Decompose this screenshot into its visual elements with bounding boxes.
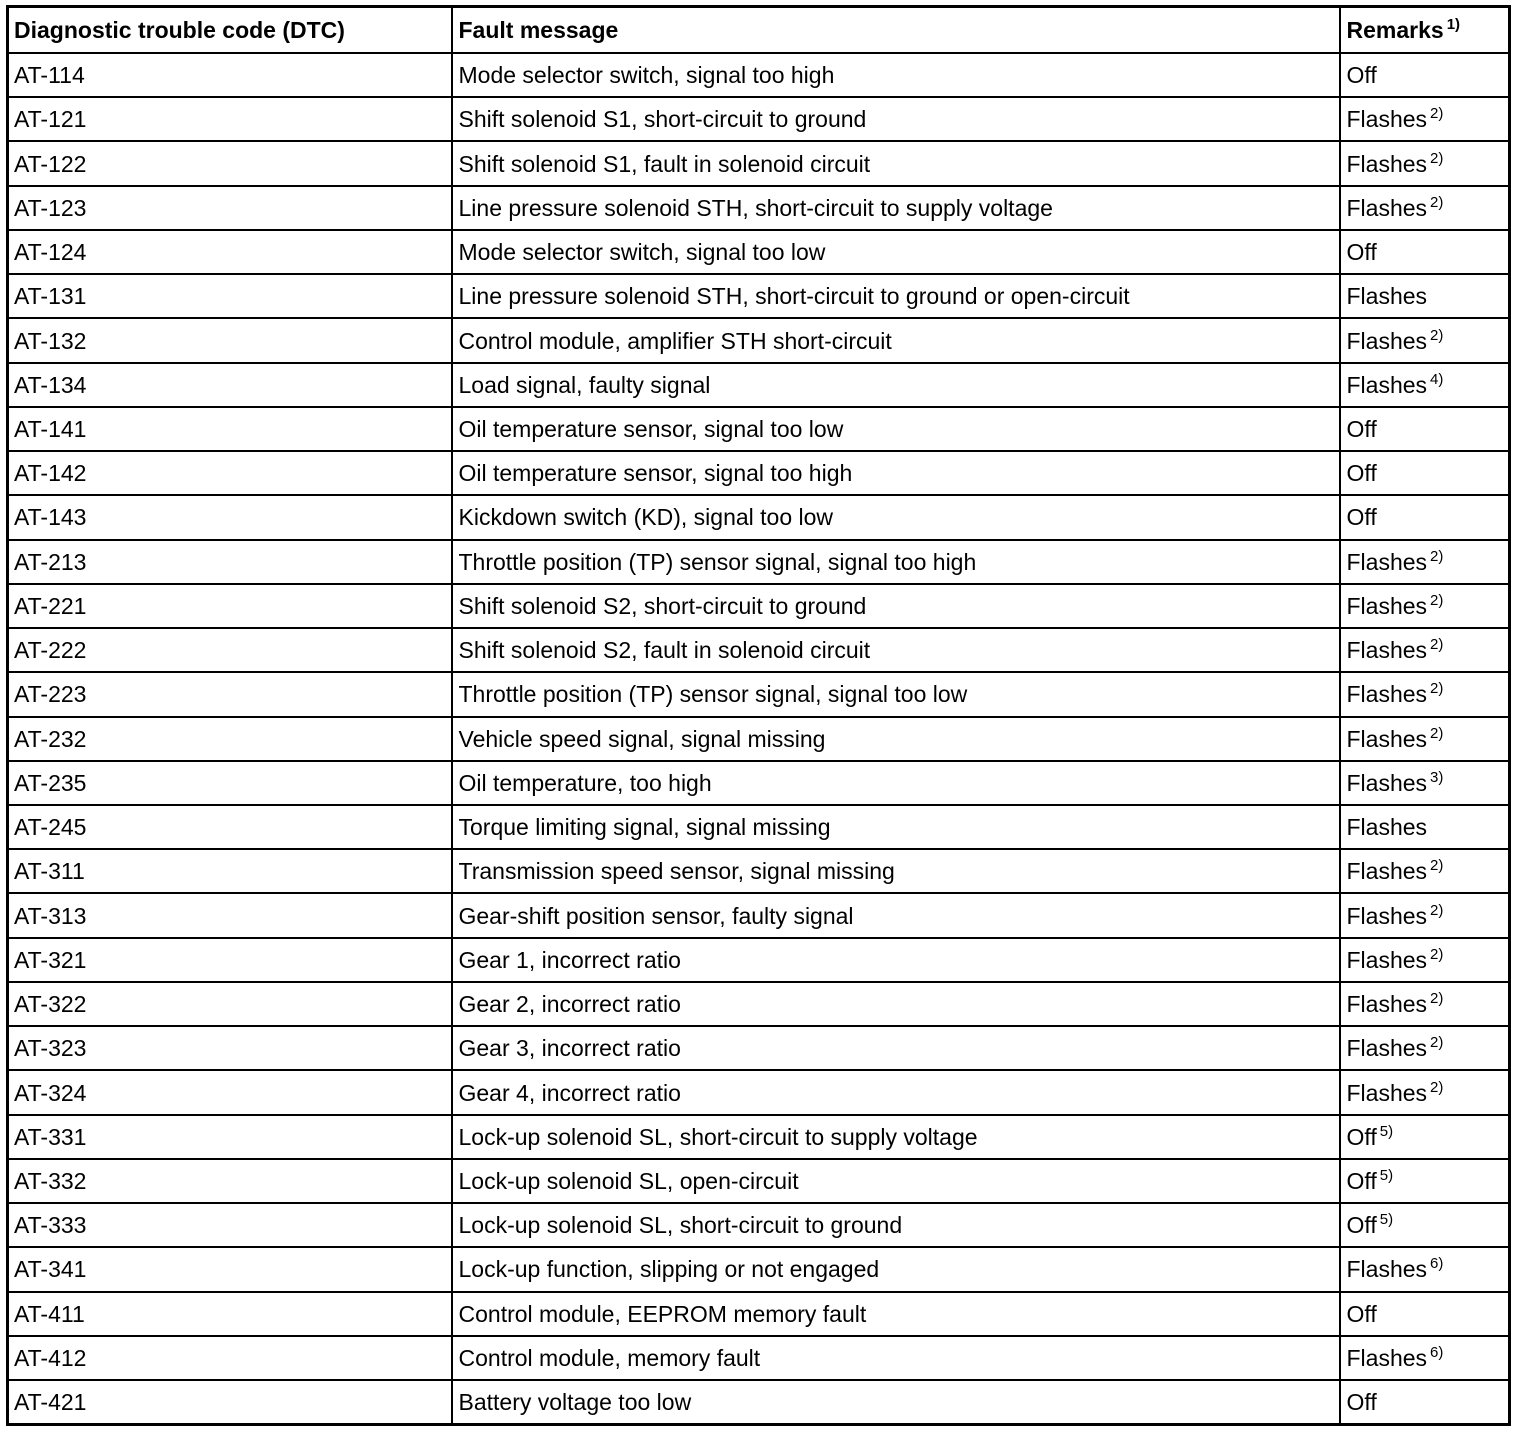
dtc-code-cell: AT-222 — [8, 628, 452, 672]
remark-text: Off — [1346, 1123, 1377, 1150]
table-row — [8, 274, 1510, 318]
dtc-code-cell: AT-124 — [8, 230, 452, 274]
remarks-cell — [1340, 1292, 1510, 1336]
table-header — [8, 7, 1510, 54]
table-body — [8, 53, 1510, 1425]
header-row — [8, 7, 1510, 54]
dtc-code-cell: AT-245 — [8, 805, 452, 849]
remarks-cell — [1340, 1380, 1510, 1424]
remarks-cell — [1340, 938, 1510, 982]
fault-message-cell: Lock-up function, slipping or not engaged — [452, 1247, 1340, 1291]
remarks-cell — [1340, 53, 1510, 97]
table-row — [8, 186, 1510, 230]
header-remarks-label: Remarks — [1346, 17, 1444, 43]
dtc-code-cell: AT-324 — [8, 1070, 452, 1114]
remark-footnote: 2) — [1430, 547, 1444, 565]
remark-text: Flashes — [1346, 371, 1428, 398]
table-row — [8, 1026, 1510, 1070]
fault-message-cell: Throttle position (TP) sensor signal, signal too low — [452, 672, 1340, 716]
table-row — [8, 1247, 1510, 1291]
table-row — [8, 893, 1510, 937]
dtc-code-cell: AT-321 — [8, 938, 452, 982]
remark-text: Flashes — [1346, 946, 1428, 973]
dtc-code-cell: AT-131 — [8, 274, 452, 318]
remark-text: Flashes — [1346, 1256, 1428, 1283]
remark-text: Flashes — [1346, 150, 1428, 177]
remarks-cell — [1340, 363, 1510, 407]
remarks-cell — [1340, 451, 1510, 495]
remark-footnote: 2) — [1430, 193, 1444, 211]
table-row — [8, 1336, 1510, 1380]
table-row — [8, 1070, 1510, 1114]
remarks-cell — [1340, 849, 1510, 893]
dtc-code-cell: AT-221 — [8, 584, 452, 628]
remarks-cell — [1340, 141, 1510, 185]
table-row — [8, 849, 1510, 893]
remark-text: Flashes — [1346, 1344, 1428, 1371]
remarks-cell — [1340, 761, 1510, 805]
remarks-cell — [1340, 407, 1510, 451]
fault-message-cell: Oil temperature sensor, signal too low — [452, 407, 1340, 451]
remark-text: Off — [1346, 1167, 1377, 1194]
fault-message-cell: Torque limiting signal, signal missing — [452, 805, 1340, 849]
remark-text: Flashes — [1346, 814, 1428, 841]
dtc-code-cell: AT-323 — [8, 1026, 452, 1070]
remark-text: Off — [1346, 62, 1377, 89]
dtc-code-cell: AT-322 — [8, 982, 452, 1026]
remark-text: Flashes — [1346, 725, 1428, 752]
header-remarks-footnote: 1) — [1446, 16, 1461, 33]
remark-text: Flashes — [1346, 681, 1428, 708]
remark-text: Flashes — [1346, 769, 1428, 796]
remark-footnote: 4) — [1430, 370, 1444, 388]
remark-footnote: 2) — [1430, 326, 1444, 344]
table-row — [8, 938, 1510, 982]
remark-footnote: 5) — [1379, 1122, 1394, 1140]
table-row — [8, 761, 1510, 805]
remark-text: Off — [1346, 239, 1377, 266]
remark-text: Flashes — [1346, 1035, 1428, 1062]
fault-message-cell: Shift solenoid S2, fault in solenoid circuit — [452, 628, 1340, 672]
table-row — [8, 982, 1510, 1026]
dtc-code-cell: AT-213 — [8, 540, 452, 584]
table-row — [8, 141, 1510, 185]
remark-footnote: 3) — [1430, 768, 1444, 786]
fault-message-cell: Throttle position (TP) sensor signal, signal too high — [452, 540, 1340, 584]
remarks-cell — [1340, 982, 1510, 1026]
remark-footnote: 6) — [1430, 1255, 1444, 1273]
table-row — [8, 1159, 1510, 1203]
remark-footnote: 2) — [1430, 105, 1444, 123]
dtc-code-cell: AT-143 — [8, 495, 452, 539]
fault-message-cell: Mode selector switch, signal too low — [452, 230, 1340, 274]
fault-message-cell: Oil temperature, too high — [452, 761, 1340, 805]
dtc-code-cell: AT-412 — [8, 1336, 452, 1380]
remark-text: Off — [1346, 460, 1377, 487]
remark-text: Off — [1346, 415, 1377, 442]
remark-footnote: 5) — [1379, 1166, 1394, 1184]
dtc-code-cell: AT-411 — [8, 1292, 452, 1336]
remarks-cell — [1340, 584, 1510, 628]
table-row — [8, 1203, 1510, 1247]
table-row — [8, 584, 1510, 628]
table-row — [8, 97, 1510, 141]
remark-footnote: 2) — [1430, 1078, 1444, 1096]
fault-message-cell: Mode selector switch, signal too high — [452, 53, 1340, 97]
dtc-table — [6, 5, 1511, 1426]
remark-footnote: 2) — [1430, 990, 1444, 1008]
fault-message-cell: Gear 4, incorrect ratio — [452, 1070, 1340, 1114]
remark-text: Off — [1346, 504, 1377, 531]
remarks-cell — [1340, 318, 1510, 362]
remarks-cell — [1340, 1336, 1510, 1380]
table-row — [8, 53, 1510, 97]
remarks-cell — [1340, 628, 1510, 672]
dtc-code-cell: AT-141 — [8, 407, 452, 451]
remarks-cell — [1340, 1203, 1510, 1247]
remark-text: Flashes — [1346, 283, 1428, 310]
fault-message-cell: Vehicle speed signal, signal missing — [452, 717, 1340, 761]
fault-message-cell: Line pressure solenoid STH, short-circuit to ground or open-circuit — [452, 274, 1340, 318]
table-row — [8, 230, 1510, 274]
fault-message-cell: Control module, amplifier STH short-circuit — [452, 318, 1340, 362]
remark-text: Flashes — [1346, 902, 1428, 929]
fault-message-cell: Gear 1, incorrect ratio — [452, 938, 1340, 982]
table-row — [8, 1115, 1510, 1159]
table-row — [8, 407, 1510, 451]
dtc-code-cell: AT-311 — [8, 849, 452, 893]
dtc-code-cell: AT-142 — [8, 451, 452, 495]
remark-text: Flashes — [1346, 548, 1428, 575]
remark-text: Flashes — [1346, 991, 1428, 1018]
remark-footnote: 2) — [1430, 857, 1444, 875]
fault-message-cell: Gear 3, incorrect ratio — [452, 1026, 1340, 1070]
header-fault-message: Fault message — [452, 7, 1340, 54]
table-row — [8, 672, 1510, 716]
dtc-code-cell: AT-341 — [8, 1247, 452, 1291]
dtc-code-cell: AT-132 — [8, 318, 452, 362]
table-row — [8, 363, 1510, 407]
remarks-cell — [1340, 805, 1510, 849]
dtc-code-cell: AT-421 — [8, 1380, 452, 1424]
dtc-code-cell: AT-114 — [8, 53, 452, 97]
dtc-code-cell: AT-332 — [8, 1159, 452, 1203]
table-row — [8, 805, 1510, 849]
remarks-cell — [1340, 540, 1510, 584]
dtc-code-cell: AT-235 — [8, 761, 452, 805]
remarks-cell — [1340, 1070, 1510, 1114]
remark-text: Flashes — [1346, 1079, 1428, 1106]
remark-footnote: 2) — [1430, 636, 1444, 654]
remarks-cell — [1340, 1247, 1510, 1291]
remarks-cell — [1340, 893, 1510, 937]
remark-text: Flashes — [1346, 106, 1428, 133]
table-row — [8, 717, 1510, 761]
dtc-code-cell: AT-122 — [8, 141, 452, 185]
fault-message-cell: Lock-up solenoid SL, short-circuit to ground — [452, 1203, 1340, 1247]
remarks-cell — [1340, 274, 1510, 318]
dtc-code-cell: AT-333 — [8, 1203, 452, 1247]
fault-message-cell: Control module, memory fault — [452, 1336, 1340, 1380]
remark-footnote: 2) — [1430, 945, 1444, 963]
dtc-code-cell: AT-121 — [8, 97, 452, 141]
remarks-cell — [1340, 495, 1510, 539]
remarks-cell — [1340, 97, 1510, 141]
remark-text: Off — [1346, 1300, 1377, 1327]
fault-message-cell: Lock-up solenoid SL, open-circuit — [452, 1159, 1340, 1203]
fault-message-cell: Line pressure solenoid STH, short-circuit to supply voltage — [452, 186, 1340, 230]
fault-message-cell: Transmission speed sensor, signal missing — [452, 849, 1340, 893]
dtc-code-cell: AT-313 — [8, 893, 452, 937]
table-row — [8, 495, 1510, 539]
remark-text: Flashes — [1346, 637, 1428, 664]
remark-footnote: 2) — [1430, 591, 1444, 609]
remark-text: Flashes — [1346, 327, 1428, 354]
header-remarks — [1340, 7, 1510, 54]
remarks-cell — [1340, 186, 1510, 230]
remarks-cell — [1340, 1026, 1510, 1070]
remark-footnote: 6) — [1430, 1343, 1444, 1361]
remark-text: Flashes — [1346, 194, 1428, 221]
remark-footnote: 2) — [1430, 724, 1444, 742]
fault-message-cell: Control module, EEPROM memory fault — [452, 1292, 1340, 1336]
remarks-cell — [1340, 717, 1510, 761]
header-code: Diagnostic trouble code (DTC) — [8, 7, 452, 54]
dtc-code-cell: AT-134 — [8, 363, 452, 407]
table-row — [8, 628, 1510, 672]
fault-message-cell: Load signal, faulty signal — [452, 363, 1340, 407]
dtc-code-cell: AT-331 — [8, 1115, 452, 1159]
dtc-code-cell: AT-232 — [8, 717, 452, 761]
table-row — [8, 540, 1510, 584]
fault-message-cell: Gear 2, incorrect ratio — [452, 982, 1340, 1026]
remarks-cell — [1340, 1159, 1510, 1203]
table-row — [8, 318, 1510, 362]
fault-message-cell: Shift solenoid S1, fault in solenoid circuit — [452, 141, 1340, 185]
remark-text: Off — [1346, 1212, 1377, 1239]
remark-text: Off — [1346, 1389, 1377, 1416]
fault-message-cell: Shift solenoid S2, short-circuit to ground — [452, 584, 1340, 628]
fault-message-cell: Oil temperature sensor, signal too high — [452, 451, 1340, 495]
remarks-cell — [1340, 672, 1510, 716]
remark-footnote: 2) — [1430, 901, 1444, 919]
fault-message-cell: Gear-shift position sensor, faulty signal — [452, 893, 1340, 937]
fault-message-cell: Kickdown switch (KD), signal too low — [452, 495, 1340, 539]
table-row — [8, 1292, 1510, 1336]
table-row — [8, 451, 1510, 495]
remark-text: Flashes — [1346, 858, 1428, 885]
remarks-cell — [1340, 230, 1510, 274]
remark-footnote: 2) — [1430, 149, 1444, 167]
remarks-cell — [1340, 1115, 1510, 1159]
remark-footnote: 2) — [1430, 680, 1444, 698]
dtc-code-cell: AT-123 — [8, 186, 452, 230]
dtc-code-cell: AT-223 — [8, 672, 452, 716]
remark-text: Flashes — [1346, 592, 1428, 619]
fault-message-cell: Battery voltage too low — [452, 1380, 1340, 1424]
remark-footnote: 2) — [1430, 1034, 1444, 1052]
fault-message-cell: Lock-up solenoid SL, short-circuit to supply voltage — [452, 1115, 1340, 1159]
table-row — [8, 1380, 1510, 1424]
remark-footnote: 5) — [1379, 1211, 1394, 1229]
fault-message-cell: Shift solenoid S1, short-circuit to ground — [452, 97, 1340, 141]
